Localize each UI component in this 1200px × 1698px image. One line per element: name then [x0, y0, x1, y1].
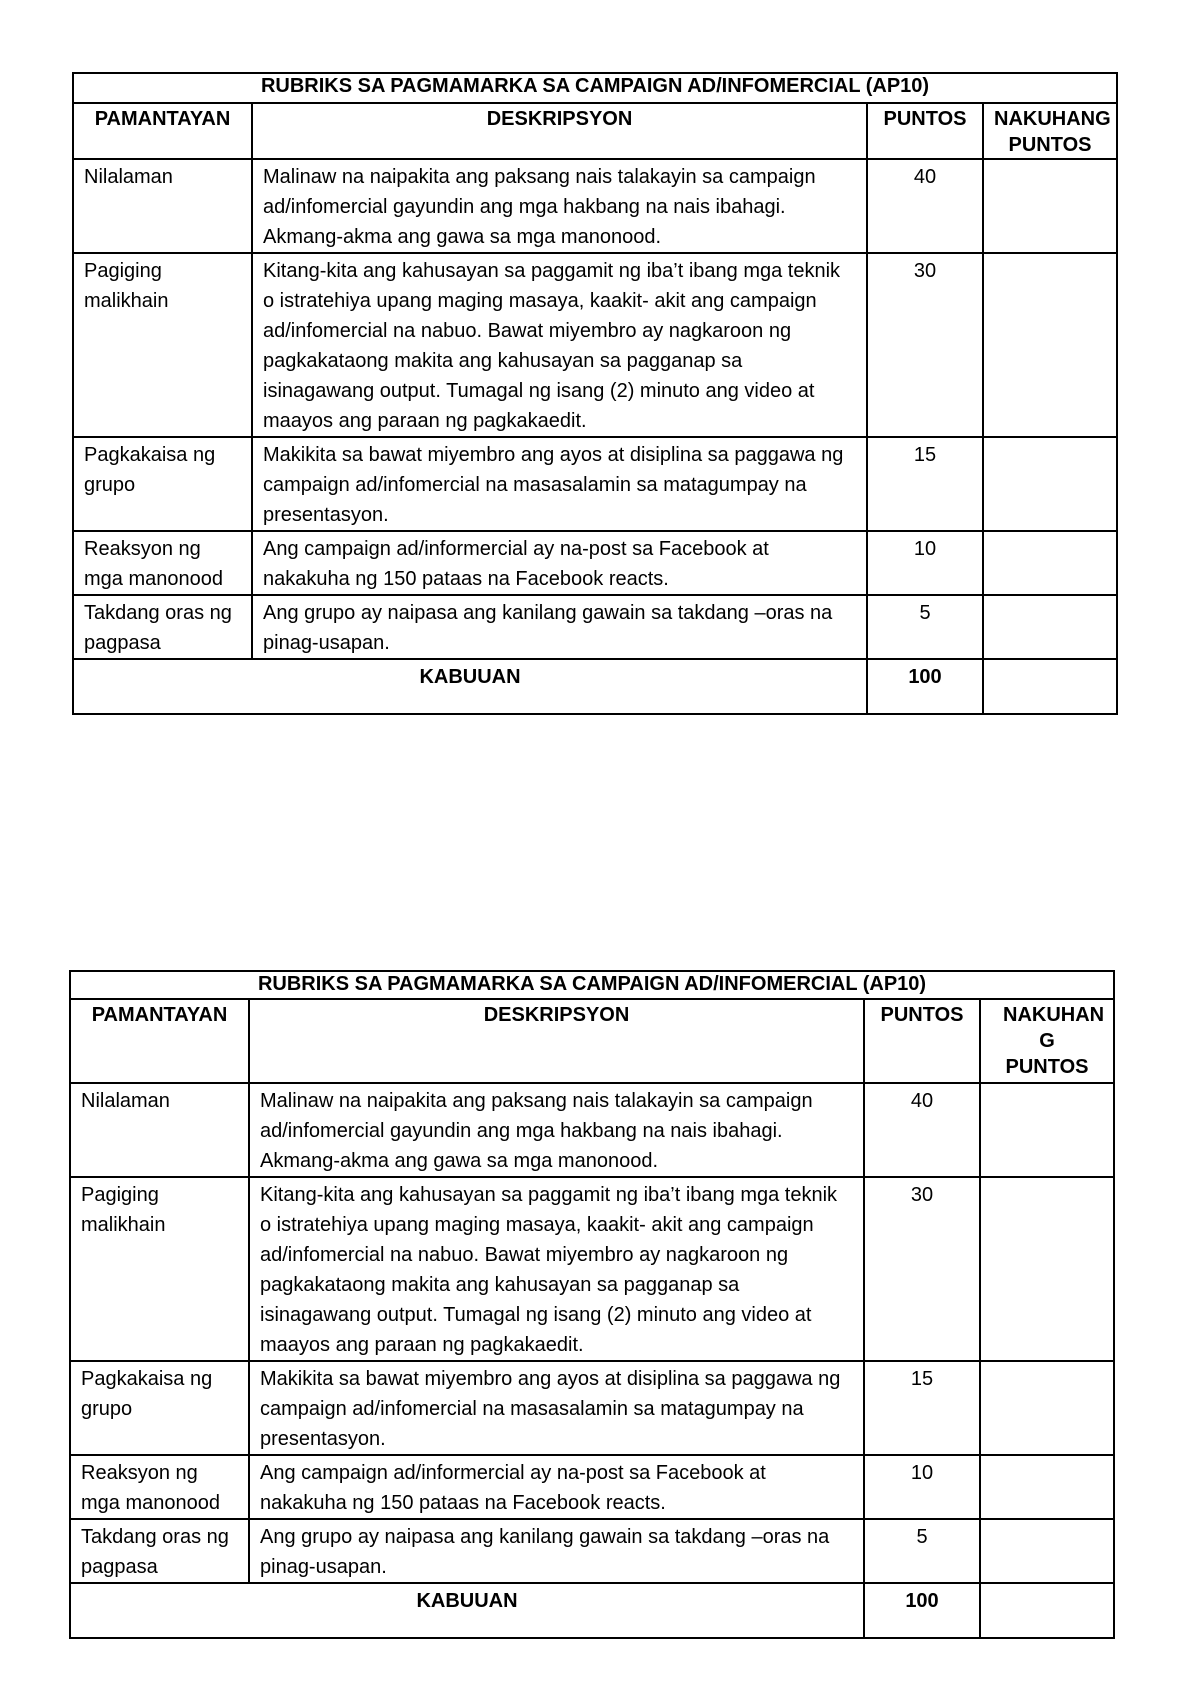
score-cell[interactable] [983, 595, 1117, 659]
points-cell: 40 [864, 1083, 980, 1177]
criterion-cell: Pagkakaisa ng grupo [70, 1361, 249, 1455]
table-row [73, 159, 1117, 253]
score-cell[interactable] [980, 1455, 1114, 1519]
table-row [73, 437, 1117, 531]
description-cell: Makikita sa bawat miyembro ang ayos at disiplina sa paggawa ng campaign ad/infomercial na masasalamin sa matagumpay na presentasyon. [252, 437, 867, 531]
total-points: 100 [864, 1583, 980, 1638]
score-cell[interactable] [980, 1083, 1114, 1177]
criterion-cell: Reaksyon ng mga manonood [70, 1455, 249, 1519]
score-cell[interactable] [980, 1361, 1114, 1455]
description-cell: Ang grupo ay naipasa ang kanilang gawain sa takdang –oras na pinag-usapan. [249, 1519, 864, 1583]
description-cell: Kitang-kita ang kahusayan sa paggamit ng iba’t ibang mga teknik o istratehiya upang maging masaya, kaakit- akit ang campaign ad/infomercial na nabuo. Bawat miyembro ay nagkaroon ng pagkakataong makita ang kahusayan sa pagganap sa isinagawang output. Tumagal ng isang (2) minuto ang video at maayos ang paraan ng pagkakaedit. [249, 1177, 864, 1361]
table-row [70, 1177, 1114, 1361]
description-cell: Malinaw na naipakita ang paksang nais talakayin sa campaign ad/infomercial gayundin ang mga hakbang na nais ibahagi. Akmang-akma ang gawa sa mga manonood. [249, 1083, 864, 1177]
table-row [70, 1361, 1114, 1455]
points-cell: 5 [864, 1519, 980, 1583]
points-cell: 10 [864, 1455, 980, 1519]
rubric-table-2 [69, 970, 1115, 1639]
description-cell: Kitang-kita ang kahusayan sa paggamit ng iba’t ibang mga teknik o istratehiya upang maging masaya, kaakit- akit ang campaign ad/infomercial na nabuo. Bawat miyembro ay nagkaroon ng pagkakataong makita ang kahusayan sa pagganap sa isinagawang output. Tumagal ng isang (2) minuto ang video at maayos ang paraan ng pagkakaedit. [252, 253, 867, 437]
table-row [73, 253, 1117, 437]
criterion-cell: Nilalaman [70, 1083, 249, 1177]
header-pamantayan: PAMANTAYAN [70, 999, 249, 1083]
score-cell[interactable] [980, 1177, 1114, 1361]
table-row [70, 1455, 1114, 1519]
points-cell: 5 [867, 595, 983, 659]
header-puntos: PUNTOS [864, 999, 980, 1083]
score-cell[interactable] [983, 253, 1117, 437]
rubric-title: RUBRIKS SA PAGMAMARKA SA CAMPAIGN AD/INFOMERCIAL (AP10) [73, 73, 1117, 103]
criterion-cell: Pagiging malikhain [70, 1177, 249, 1361]
description-cell: Malinaw na naipakita ang paksang nais talakayin sa campaign ad/infomercial gayundin ang mga hakbang na nais ibahagi. Akmang-akma ang gawa sa mga manonood. [252, 159, 867, 253]
total-label: KABUUAN [73, 659, 867, 714]
header-deskripsyon: DESKRIPSYON [249, 999, 864, 1083]
total-row [70, 1583, 1114, 1638]
total-row [73, 659, 1117, 714]
score-cell[interactable] [983, 437, 1117, 531]
header-deskripsyon: DESKRIPSYON [252, 103, 867, 159]
points-cell: 15 [867, 437, 983, 531]
points-cell: 40 [867, 159, 983, 253]
score-cell[interactable] [980, 1519, 1114, 1583]
total-score-cell[interactable] [983, 659, 1117, 714]
score-cell[interactable] [983, 159, 1117, 253]
rubric-table-1 [72, 72, 1118, 715]
points-cell: 10 [867, 531, 983, 595]
description-cell: Ang campaign ad/informercial ay na-post sa Facebook at nakakuha ng 150 pataas na Facebook reacts. [249, 1455, 864, 1519]
points-cell: 30 [867, 253, 983, 437]
table-row [73, 595, 1117, 659]
points-cell: 30 [864, 1177, 980, 1361]
criterion-cell: Nilalaman [73, 159, 252, 253]
table-row [70, 1519, 1114, 1583]
score-cell[interactable] [983, 531, 1117, 595]
header-pamantayan: PAMANTAYAN [73, 103, 252, 159]
criterion-cell: Reaksyon ng mga manonood [73, 531, 252, 595]
header-nakuhang-puntos: NAKUHAN G PUNTOS [980, 999, 1114, 1083]
description-cell: Ang campaign ad/informercial ay na-post sa Facebook at nakakuha ng 150 pataas na Facebook reacts. [252, 531, 867, 595]
rubric-title: RUBRIKS SA PAGMAMARKA SA CAMPAIGN AD/INFOMERCIAL (AP10) [70, 971, 1114, 999]
points-cell: 15 [864, 1361, 980, 1455]
criterion-cell: Takdang oras ng pagpasa [73, 595, 252, 659]
criterion-cell: Pagiging malikhain [73, 253, 252, 437]
header-puntos: PUNTOS [867, 103, 983, 159]
header-nakuhang-puntos: NAKUHANG PUNTOS [983, 103, 1117, 159]
description-cell: Makikita sa bawat miyembro ang ayos at disiplina sa paggawa ng campaign ad/infomercial na masasalamin sa matagumpay na presentasyon. [249, 1361, 864, 1455]
total-points: 100 [867, 659, 983, 714]
criterion-cell: Pagkakaisa ng grupo [73, 437, 252, 531]
table-row [70, 1083, 1114, 1177]
criterion-cell: Takdang oras ng pagpasa [70, 1519, 249, 1583]
table-row [73, 531, 1117, 595]
total-label: KABUUAN [70, 1583, 864, 1638]
total-score-cell[interactable] [980, 1583, 1114, 1638]
description-cell: Ang grupo ay naipasa ang kanilang gawain sa takdang –oras na pinag-usapan. [252, 595, 867, 659]
